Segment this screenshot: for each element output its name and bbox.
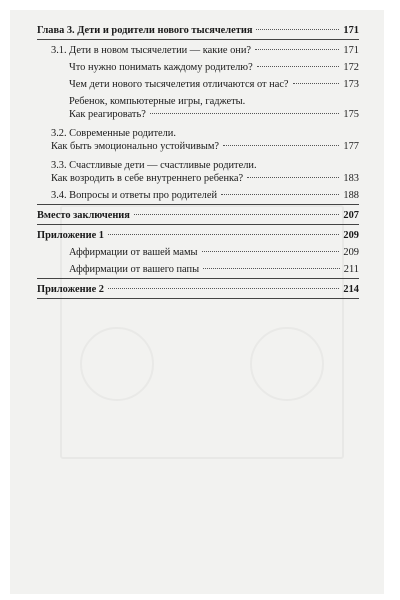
toc-page-number: 209 [343, 247, 359, 258]
dot-leader [108, 234, 339, 235]
toc-title-line-1: Ребенок, компьютерные игры, гаджеты. [69, 96, 246, 107]
divider [37, 204, 359, 205]
table-of-contents [37, 24, 359, 303]
toc-appendix-2 [37, 283, 359, 296]
divider [37, 39, 359, 40]
toc-title: Приложение 1 [37, 230, 105, 241]
toc-title: Аффирмации от вашей мамы [69, 247, 198, 258]
toc-subsection [37, 246, 359, 259]
toc-subsection [37, 78, 359, 91]
toc-title: 3.4. Вопросы и ответы про родителей [51, 190, 218, 201]
toc-page-number: 207 [343, 210, 359, 221]
toc-section-3-1 [37, 44, 359, 57]
toc-page-number: 171 [343, 25, 359, 36]
toc-title: Приложение 2 [37, 284, 105, 295]
toc-section-3-4 [37, 189, 359, 202]
toc-page-number: 183 [343, 173, 359, 184]
dot-leader [293, 83, 340, 84]
dot-leader [108, 288, 339, 289]
toc-page-number: 171 [343, 45, 359, 56]
toc-title-line-2: Как возродить в себе внутреннего ребенка? [51, 173, 244, 184]
dot-leader [150, 113, 340, 114]
dot-leader [223, 145, 339, 146]
toc-page-number: 172 [343, 62, 359, 73]
dot-leader [247, 177, 339, 178]
dot-leader [134, 214, 339, 215]
dot-leader [255, 49, 339, 50]
book-page [10, 10, 384, 594]
toc-title: Аффирмации от вашего папы [69, 264, 200, 275]
dot-leader [257, 66, 340, 67]
toc-subsection [37, 95, 359, 121]
toc-section-3-2 [37, 127, 359, 153]
divider [37, 278, 359, 279]
toc-page-number: 173 [343, 79, 359, 90]
toc-title-line-1: 3.3. Счастливые дети — счастливые родители. [51, 160, 257, 171]
toc-conclusion [37, 209, 359, 222]
divider [37, 224, 359, 225]
toc-title-line-1: 3.2. Современные родители. [51, 128, 176, 139]
toc-page-number: 175 [343, 109, 359, 120]
toc-page-number: 214 [343, 284, 359, 295]
toc-title: Глава 3. Дети и родители нового тысячелетия [37, 25, 253, 36]
toc-title: Что нужно понимать каждому родителю? [69, 62, 253, 73]
toc-title-line-2: Как быть эмоционально устойчивым? [51, 141, 220, 152]
toc-section-3-3 [37, 159, 359, 185]
dot-leader [202, 251, 340, 252]
toc-appendix-1 [37, 229, 359, 242]
toc-subsection [37, 61, 359, 74]
toc-page-number: 177 [343, 141, 359, 152]
toc-chapter-3 [37, 24, 359, 37]
dot-leader [221, 194, 339, 195]
toc-title: Вместо заключения [37, 210, 130, 221]
dot-leader [256, 29, 339, 30]
toc-page-number: 211 [343, 264, 359, 275]
dot-leader [203, 268, 340, 269]
toc-title-line-2: Как реагировать? [69, 109, 146, 120]
toc-page-number: 188 [343, 190, 359, 201]
toc-subsection [37, 263, 359, 276]
divider [37, 298, 359, 299]
toc-title: Чем дети нового тысячелетия отличаются от нас? [69, 79, 289, 90]
toc-title: 3.1. Дети в новом тысячелетии — какие они? [51, 45, 252, 56]
toc-page-number: 209 [343, 230, 359, 241]
